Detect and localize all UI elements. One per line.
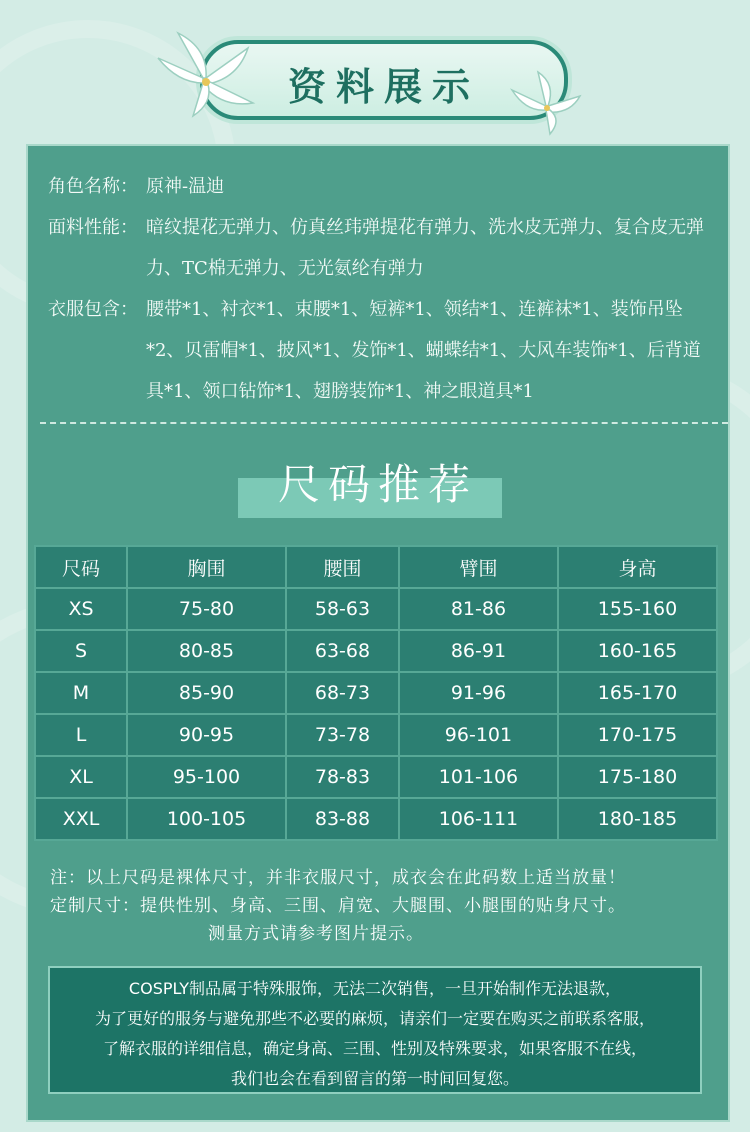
column-header: 胸围 — [127, 546, 286, 588]
table-row — [35, 714, 717, 756]
info-value: 暗纹提花无弹力、仿真丝玮弹提花有弹力、洗水皮无弹力、复合皮无弹力、TC棉无弹力、无光氨纶有弹力 — [146, 217, 704, 279]
size-notes — [50, 864, 710, 948]
section-title: 尺码推荐 — [277, 460, 478, 509]
table-row — [35, 756, 717, 798]
table-cell: 155-160 — [558, 588, 717, 630]
column-header: 腰围 — [286, 546, 399, 588]
notice-line: 为了更好的服务与避免那些不必要的麻烦，请亲们一定要在购买之前联系客服， — [94, 1009, 655, 1028]
note-line: 测量方式请参考图片提示。 — [208, 924, 424, 944]
table-cell: 96-101 — [399, 714, 558, 756]
table-cell: 80-85 — [127, 630, 286, 672]
page-title: 资料展示 — [287, 65, 480, 109]
notice-line: 了解衣服的详细信息，确定身高、三围、性别及特殊要求，如果客服不在线， — [102, 1039, 647, 1058]
table-row — [35, 798, 717, 840]
table-row — [35, 588, 717, 630]
dashed-divider — [40, 422, 728, 424]
column-header: 身高 — [558, 546, 717, 588]
table-cell: XS — [35, 588, 127, 630]
table-cell: 86-91 — [399, 630, 558, 672]
column-header: 尺码 — [35, 546, 127, 588]
note-line: 注：以上尺码是裸体尺寸，并非衣服尺寸，成衣会在此码数上适当放量！ — [50, 868, 626, 888]
table-cell: 91-96 — [399, 672, 558, 714]
product-info — [48, 166, 708, 412]
info-value: 原神-温迪 — [146, 176, 225, 197]
table-cell: 63-68 — [286, 630, 399, 672]
table-cell: 78-83 — [286, 756, 399, 798]
table-cell: 95-100 — [127, 756, 286, 798]
info-row-fabric — [48, 207, 708, 289]
table-cell: 68-73 — [286, 672, 399, 714]
table-cell: 58-63 — [286, 588, 399, 630]
table-cell: 180-185 — [558, 798, 717, 840]
info-panel — [26, 144, 730, 1122]
note-line: 定制尺寸：提供性别、身高、三围、肩宽、大腿围、小腿围的贴身尺寸。 — [50, 896, 626, 916]
table-cell: 83-88 — [286, 798, 399, 840]
table-cell: 170-175 — [558, 714, 717, 756]
table-cell: 160-165 — [558, 630, 717, 672]
table-cell: 90-95 — [127, 714, 286, 756]
table-cell: XL — [35, 756, 127, 798]
table-cell: L — [35, 714, 127, 756]
notice-line: 我们也会在看到留言的第一时间回复您。 — [230, 1069, 519, 1088]
info-label: 面料性能： — [48, 217, 138, 238]
table-cell: 85-90 — [127, 672, 286, 714]
lily-flower-icon — [508, 70, 584, 136]
info-label: 衣服包含： — [48, 299, 138, 320]
info-value: 腰带*1、衬衣*1、束腰*1、短裤*1、领结*1、连裤袜*1、装饰吊坠*2、贝雷帽*1、披风*1、发饰*1、蝴蝶结*1、大风车装饰*1、后背道具*1、领口钻饰*1、翅膀装饰*1、神之眼道具*1 — [146, 299, 701, 402]
table-header-row — [35, 546, 717, 588]
table-cell: 73-78 — [286, 714, 399, 756]
size-table — [34, 545, 718, 841]
lily-flower-icon — [148, 28, 268, 118]
table-cell: XXL — [35, 798, 127, 840]
info-row-contents — [48, 289, 708, 412]
table-cell: 175-180 — [558, 756, 717, 798]
table-cell: 75-80 — [127, 588, 286, 630]
table-cell: 101-106 — [399, 756, 558, 798]
column-header: 臂围 — [399, 546, 558, 588]
info-row-character — [48, 166, 708, 207]
table-cell: 81-86 — [399, 588, 558, 630]
table-row — [35, 672, 717, 714]
notice-line: COSPLY制品属于特殊服饰，无法二次销售，一旦开始制作无法退款， — [128, 979, 622, 998]
table-cell: S — [35, 630, 127, 672]
table-cell: 165-170 — [558, 672, 717, 714]
table-row — [35, 630, 717, 672]
info-label: 角色名称： — [48, 176, 138, 197]
purchase-notice — [48, 966, 702, 1094]
table-cell: 106-111 — [399, 798, 558, 840]
table-cell: 100-105 — [127, 798, 286, 840]
table-cell: M — [35, 672, 127, 714]
